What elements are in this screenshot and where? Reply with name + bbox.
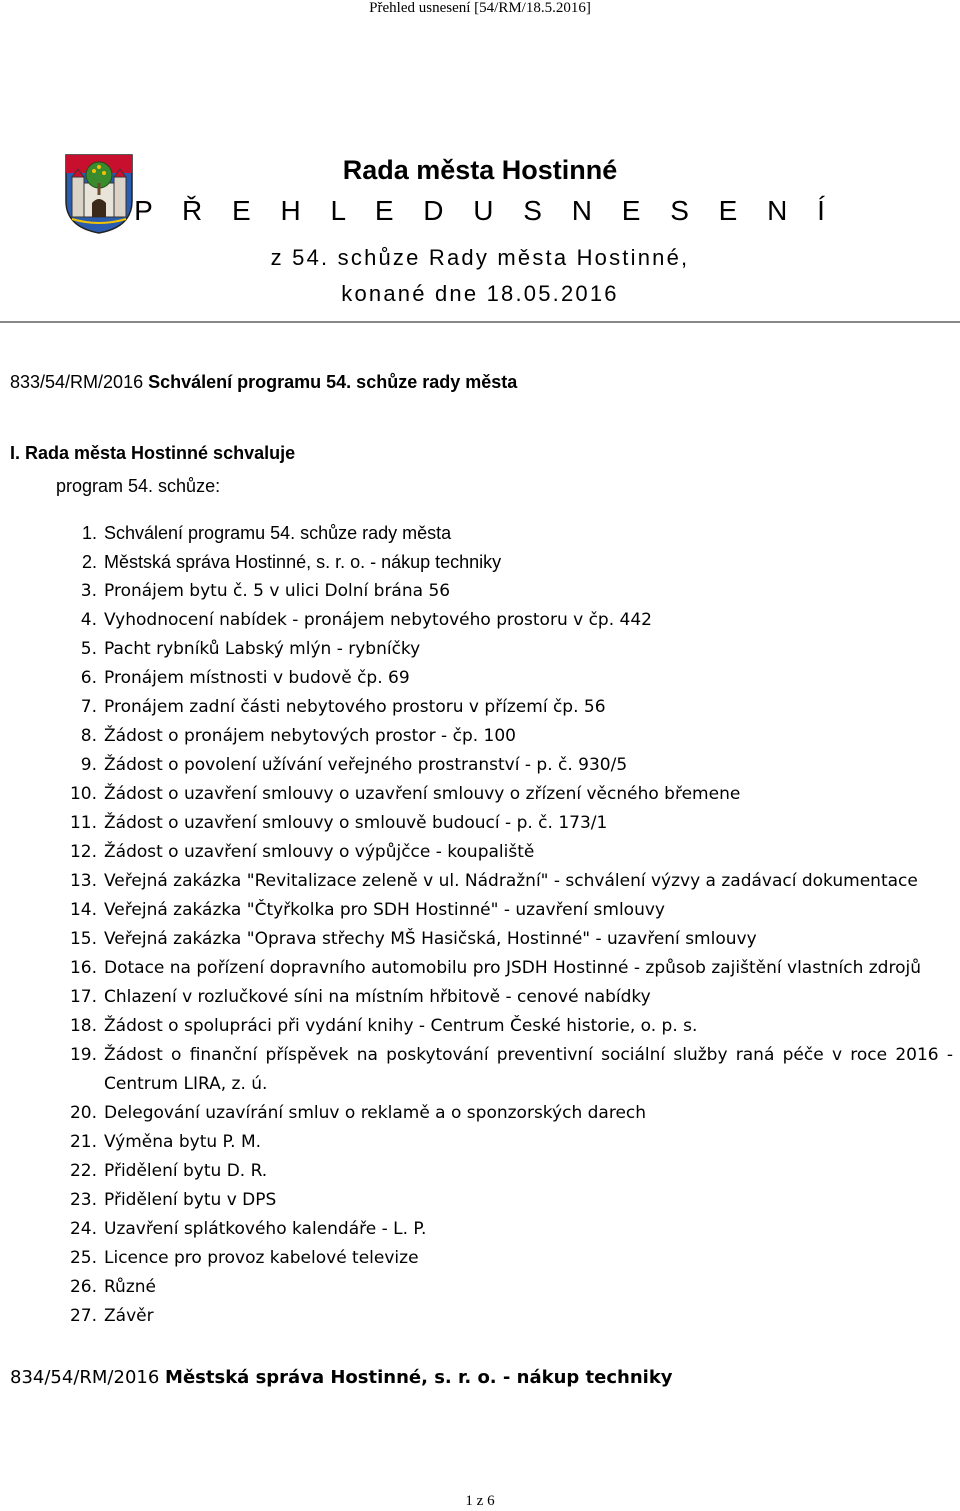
agenda-item-text: Žádost o uzavření smlouvy o smlouvě budoucí - p. č. 173/1 xyxy=(104,813,608,833)
agenda-item-number: 15. xyxy=(69,929,97,949)
agenda-item xyxy=(0,1244,960,1273)
agenda-item-number: 5. xyxy=(80,639,97,659)
agenda-item-text: Výměna bytu P. M. xyxy=(104,1132,262,1152)
agenda-item xyxy=(0,838,960,867)
agenda-item-text: Veřejná zakázka "Oprava střechy MŠ Hasičská, Hostinné" - uzavření smlouvy xyxy=(104,929,757,949)
council-title: Rada města Hostinné xyxy=(342,155,618,185)
agenda-item xyxy=(0,780,960,809)
resolution-833 xyxy=(10,372,517,393)
agenda-item xyxy=(0,1012,960,1041)
agenda-item xyxy=(0,751,960,780)
agenda-item-text: Přidělení bytu D. R. xyxy=(104,1161,268,1181)
agenda-item-text: Žádost o uzavření smlouvy o výpůjčce - koupaliště xyxy=(104,842,535,862)
agenda-item xyxy=(0,1186,960,1215)
agenda-item-number: 9. xyxy=(80,755,97,775)
agenda-item-number: 10. xyxy=(69,784,97,804)
meeting-date: konané dne 18.05.2016 xyxy=(341,281,619,306)
agenda-item-number: 4. xyxy=(80,610,97,630)
agenda-item-text: Vyhodnocení nabídek - pronájem nebytového prostoru v čp. 442 xyxy=(104,610,652,630)
agenda-item xyxy=(0,1215,960,1244)
agenda-item-text: Schválení programu 54. schůze rady města xyxy=(104,523,452,543)
agenda-item-number: 7. xyxy=(80,697,97,717)
agenda-item-number: 11. xyxy=(69,813,97,833)
agenda-item-text: Delegování uzavírání smluv o reklamě a o sponzorských darech xyxy=(104,1103,647,1123)
agenda-item-number: 6. xyxy=(80,668,97,688)
agenda-item xyxy=(0,925,960,954)
running-header: Přehled usnesení [54/RM/18.5.2016] xyxy=(369,0,591,16)
agenda-list xyxy=(0,519,960,1331)
agenda-item-number: 2. xyxy=(81,552,97,572)
agenda-item xyxy=(0,664,960,693)
agenda-item-text: Licence pro provoz kabelové televize xyxy=(104,1248,419,1268)
agenda-item xyxy=(0,983,960,1012)
resolution-title: Městská správa Hostinné, s. r. o. - nákup techniky xyxy=(165,1367,673,1388)
agenda-item-number: 19. xyxy=(69,1045,97,1065)
agenda-item-text: Žádost o uzavření smlouvy o uzavření smlouvy o zřízení věcného břemene xyxy=(104,784,741,804)
agenda-item xyxy=(0,722,960,751)
agenda-item-text: Pronájem zadní části nebytového prostoru v přízemí čp. 56 xyxy=(104,697,606,717)
agenda-item xyxy=(0,896,960,925)
agenda-item xyxy=(0,1302,960,1331)
document-title: P Ř E H L E D U S N E S E N Í xyxy=(134,195,836,226)
agenda-item-text: Žádost o finanční příspěvek na poskytování preventivní sociální služby raná péče v roce 2016 - Centrum LIRA, z. ú. xyxy=(104,1045,953,1094)
agenda-item xyxy=(0,548,960,577)
agenda-item-number: 16. xyxy=(69,958,97,978)
agenda-item-text: Pacht rybníků Labský mlýn - rybníčky xyxy=(104,639,421,659)
agenda-item xyxy=(0,519,960,548)
agenda-item-text: Veřejná zakázka "Čtyřkolka pro SDH Hostinné" - uzavření smlouvy xyxy=(104,900,665,920)
agenda-item xyxy=(0,867,960,896)
page-number: 1 z 6 xyxy=(465,1493,495,1509)
agenda-item-number: 3. xyxy=(80,581,97,601)
agenda-item-number: 1. xyxy=(81,523,97,543)
agenda-item-number: 13. xyxy=(69,871,97,891)
agenda-item xyxy=(0,1041,960,1099)
agenda-item-text: Městská správa Hostinné, s. r. o. - nákup techniky xyxy=(104,552,502,572)
agenda-item xyxy=(0,1273,960,1302)
agenda-item-number: 24. xyxy=(69,1219,97,1239)
agenda-item xyxy=(0,1157,960,1186)
agenda-item-number: 26. xyxy=(69,1277,97,1297)
agenda-item-number: 23. xyxy=(69,1190,97,1210)
agenda-item xyxy=(0,635,960,664)
meeting-subtitle: z 54. schůze Rady města Hostinné, xyxy=(270,245,690,270)
header-divider xyxy=(0,321,960,323)
agenda-item-text: Různé xyxy=(104,1277,156,1297)
agenda-item-number: 27. xyxy=(69,1306,97,1326)
agenda-item xyxy=(0,1128,960,1157)
resolution-title: Schválení programu 54. schůze rady města xyxy=(148,372,518,392)
agenda-item-text: Přidělení bytu v DPS xyxy=(104,1190,277,1210)
agenda-item-text: Závěr xyxy=(104,1306,154,1326)
agenda-item xyxy=(0,1099,960,1128)
agenda-item-number: 8. xyxy=(80,726,97,746)
agenda-item xyxy=(0,693,960,722)
section-heading: I. Rada města Hostinné schvaluje xyxy=(10,443,296,463)
agenda-item-text: Veřejná zakázka "Revitalizace zeleně v ul. Nádražní" - schválení výzvy a zadávací dokumentace xyxy=(104,871,918,891)
agenda-item-text: Chlazení v rozlučkové síni na místním hřbitově - cenové nabídky xyxy=(104,987,651,1007)
agenda-item-text: Uzavření splátkového kalendáře - L. P. xyxy=(104,1219,427,1239)
agenda-item-number: 22. xyxy=(69,1161,97,1181)
agenda-item xyxy=(0,954,960,983)
agenda-item-text: Žádost o povolení užívání veřejného prostranství - p. č. 930/5 xyxy=(104,755,628,775)
resolution-number: 834/54/RM/2016 xyxy=(10,1367,160,1388)
agenda-item-number: 17. xyxy=(69,987,97,1007)
agenda-item-number: 12. xyxy=(69,842,97,862)
agenda-item-text: Pronájem místnosti v budově čp. 69 xyxy=(104,668,410,688)
agenda-item-text: Žádost o pronájem nebytových prostor - čp. 100 xyxy=(104,726,516,746)
agenda-item-text: Dotace na pořízení dopravního automobilu pro JSDH Hostinné - způsob zajištění vlastních zdrojů xyxy=(104,958,921,978)
agenda-item-number: 20. xyxy=(69,1103,97,1123)
agenda-item-number: 21. xyxy=(69,1132,97,1152)
agenda-item-number: 14. xyxy=(69,900,97,920)
agenda-item xyxy=(0,606,960,635)
agenda-item-text: Pronájem bytu č. 5 v ulici Dolní brána 56 xyxy=(104,581,451,601)
section-intro: program 54. schůze: xyxy=(56,476,221,496)
resolution-834 xyxy=(10,1367,673,1388)
resolution-number: 833/54/RM/2016 xyxy=(10,372,144,392)
agenda-item-text: Žádost o spolupráci při vydání knihy - Centrum České historie, o. p. s. xyxy=(104,1016,698,1036)
agenda-item-number: 25. xyxy=(69,1248,97,1268)
agenda-item-number: 18. xyxy=(69,1016,97,1036)
title-block xyxy=(0,150,960,312)
agenda-item xyxy=(0,809,960,838)
agenda-item xyxy=(0,577,960,606)
